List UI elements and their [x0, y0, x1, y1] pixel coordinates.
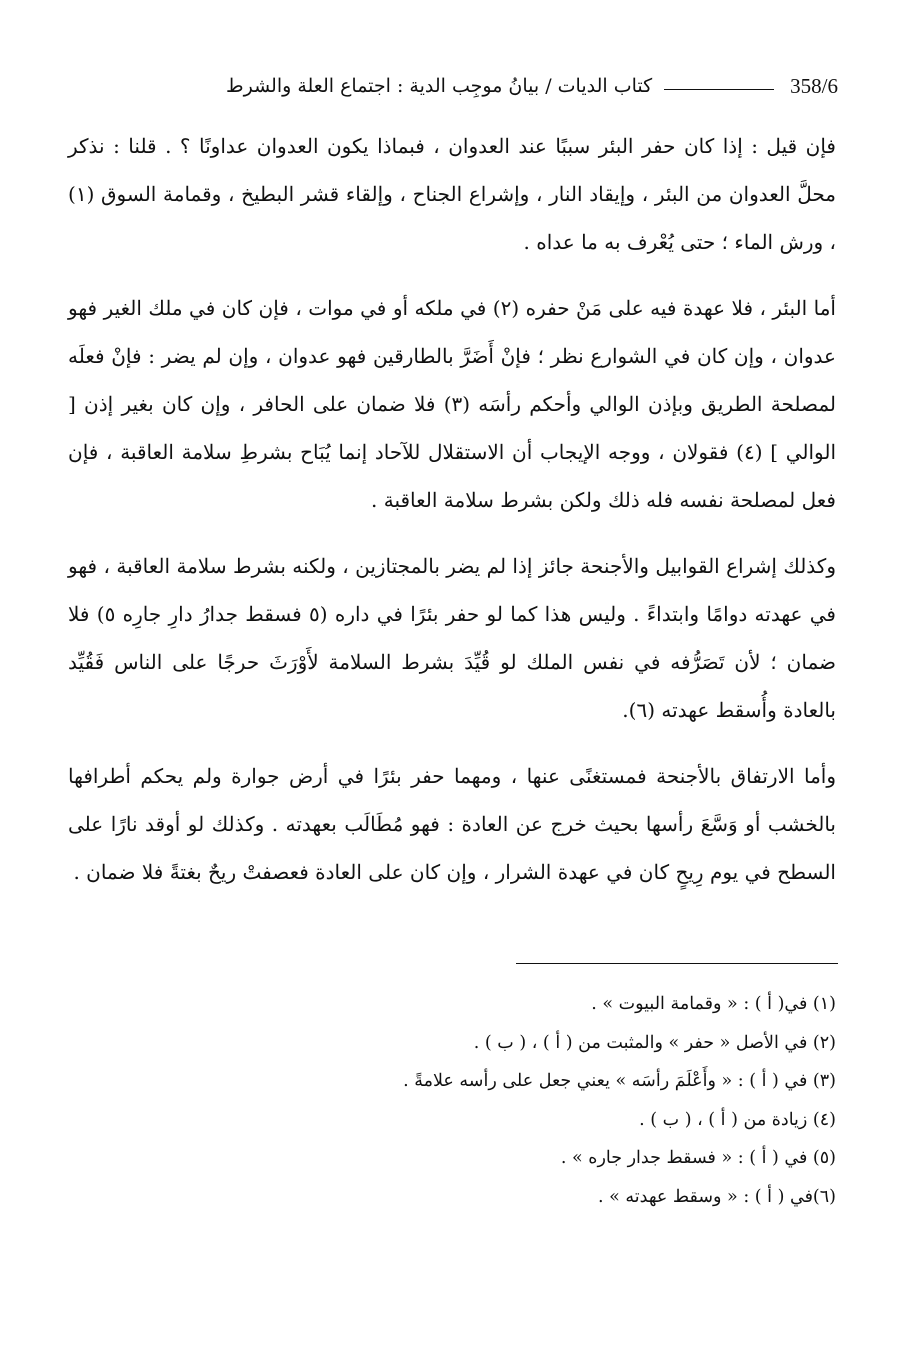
- footnote: (٢) في الأصل « حفر » والمثبت من ( أ ) ، ( ب ) .: [473, 1032, 836, 1053]
- paragraph: وكذلك إشراع القوابيل والأجنحة جائز إذا لم يضر بالمجتازين ، ولكنه بشرط سلامة العاقبة ، فهو في عهدته دوامًا وابتداءً . وليس هذا كما لو حفر بئرًا في داره (٥ فسقط جدارُ دارِ جارِه ٥) فلا ضمان ؛ لأن تَصَرُّفه في نفس الملك لو قُيِّدَ بشرط السلامة لأَوْرَثَ حرجًا على الناس فَقُيِّد بالعادة وأُسقط عهدته (٦).: [68, 554, 836, 722]
- footnote-separator: [516, 963, 838, 964]
- main-text: [68, 122, 836, 914]
- footnote: (٤) زيادة من ( أ ) ، ( ب ) .: [639, 1109, 836, 1130]
- page-number: 358/6: [790, 73, 838, 98]
- footnotes: [200, 985, 836, 1216]
- footnote: (١) في( أ ) : « وقمامة البيوت » .: [591, 994, 836, 1014]
- paragraph: أما البئر ، فلا عهدة فيه على مَنْ حفره (٢) في ملكه أو في موات ، فإن كان في ملك الغير فهو عدوان ، وإن كان في الشوارع نظر ؛ فإنْ أَضَرَّ بالطارقين فهو عدوان ، وإن لم يضر : فإنْ فعلَه لمصلحة الطريق وبإذن الوالي وأحكم رأسَه (٣) فلا ضمان على الحافر ، وإن كان بغير إذن [ الوالي ] (٤) فقولان ، ووجه الإيجاب أن الاستقلال للآحاد إنما يُبَاح بشرطِ سلامة العاقبة ، فإن فعل لمصلحة نفسه فله ذلك ولكن بشرط سلامة العاقبة .: [68, 296, 837, 512]
- paragraph: فإن قيل : إذا كان حفر البئر سببًا عند العدوان ، فبماذا يكون العدوان عداونًا ؟ . قلنا : نذكر محلَّ العدوان من البئر ، وإيقاد النار ، وإشراع الجناح ، وإلقاء قشر البطيخ ، وقمامة السوق (١) ، ورش الماء ؛ حتى يُعْرف به ما عداه .: [68, 134, 836, 254]
- paragraph: وأما الارتفاق بالأجنحة فمستغنًى عنها ، ومهما حفر بئرًا في أرض جوارة ولم يحكم أطرافها بالخشب أو وَسَّعَ رأسها بحيث خرج عن العادة : فهو مُطَالَب بعهدته . وكذلك لو أوقد نارًا على السطح في يوم رِيحٍ كان في عهدة الشرار ، وإن كان على العادة فعصفتْ ريحٌ بغتةً فلا ضمان .: [68, 764, 836, 884]
- footnote: (٦)في ( أ ) : « وسقط عهدته » .: [598, 1186, 836, 1207]
- running-header: [68, 70, 838, 102]
- header-rule: [664, 89, 774, 90]
- footnote: (٣) في ( أ ) : « وأَعْلَمَ رأسَه » يعني جعل على رأسه علامةً .: [403, 1071, 836, 1091]
- footnote: (٥) في ( أ ) : « فسقط جدار جاره » .: [560, 1148, 836, 1168]
- running-title: كتاب الديات / بيانُ موجِب الدية : اجتماع العلة والشرط: [226, 75, 653, 97]
